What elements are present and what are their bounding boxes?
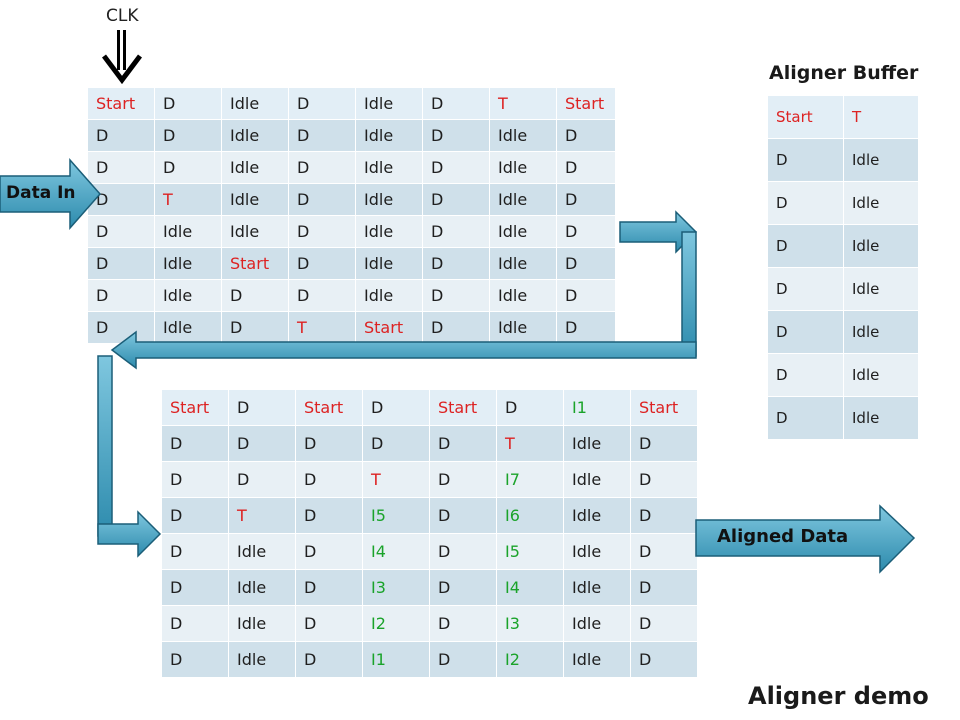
table-cell: Idle <box>356 152 423 184</box>
table-cell: D <box>423 312 490 344</box>
table-cell: Idle <box>490 120 557 152</box>
table-cell: D <box>155 152 222 184</box>
table-cell: D <box>423 152 490 184</box>
table-cell: D <box>430 570 497 606</box>
table-cell: Idle <box>356 280 423 312</box>
table-cell: T <box>844 96 919 139</box>
table-cell: D <box>222 312 289 344</box>
table-cell: D <box>768 139 844 182</box>
table-cell: Idle <box>564 642 631 678</box>
table-cell: D <box>296 642 363 678</box>
table-cell: D <box>423 216 490 248</box>
table-cell: Idle <box>564 462 631 498</box>
table-cell: D <box>296 426 363 462</box>
table-cell: I1 <box>363 642 430 678</box>
clk-label: CLK <box>106 6 139 26</box>
table-cell: Start <box>631 390 698 426</box>
table-cell: D <box>296 462 363 498</box>
table-cell: T <box>363 462 430 498</box>
table-cell: I3 <box>497 606 564 642</box>
table-cell: Idle <box>844 311 919 354</box>
table-cell: D <box>222 280 289 312</box>
table-cell: Start <box>430 390 497 426</box>
table-cell: D <box>289 120 356 152</box>
table-cell: Idle <box>229 642 296 678</box>
table-cell: D <box>229 390 296 426</box>
table-cell: Idle <box>844 397 919 440</box>
table-cell: D <box>296 498 363 534</box>
table-cell: I1 <box>564 390 631 426</box>
table-cell: Idle <box>564 570 631 606</box>
aligner-buffer-title: Aligner Buffer <box>769 62 919 84</box>
table-cell: D <box>423 120 490 152</box>
aligned-data-label: Aligned Data <box>717 526 849 547</box>
table-cell: I3 <box>363 570 430 606</box>
table-cell: I4 <box>363 534 430 570</box>
table-cell: Idle <box>155 280 222 312</box>
table-cell: Idle <box>490 152 557 184</box>
table-cell: Idle <box>564 606 631 642</box>
table-cell: Idle <box>155 312 222 344</box>
table-cell: I6 <box>497 498 564 534</box>
table-cell: Start <box>768 96 844 139</box>
table-cell: D <box>289 216 356 248</box>
table-cell: D <box>631 642 698 678</box>
table-cell: D <box>363 390 430 426</box>
table-cell: I2 <box>497 642 564 678</box>
table-cell: D <box>430 642 497 678</box>
table-cell: D <box>768 354 844 397</box>
table-cell: D <box>423 248 490 280</box>
table-cell: Start <box>88 88 155 120</box>
table-cell: Idle <box>844 225 919 268</box>
table-cell: D <box>430 606 497 642</box>
table-cell: Idle <box>229 606 296 642</box>
table-cell: D <box>88 248 155 280</box>
table-cell: D <box>363 426 430 462</box>
table-cell: D <box>631 570 698 606</box>
table-cell: Idle <box>229 534 296 570</box>
table-cell: Idle <box>564 498 631 534</box>
table-cell: Idle <box>564 426 631 462</box>
table-cell: Start <box>296 390 363 426</box>
table-cell: D <box>289 184 356 216</box>
table-cell: Idle <box>844 354 919 397</box>
table-cell: D <box>88 152 155 184</box>
table-cell: D <box>162 462 229 498</box>
table-cell: D <box>162 426 229 462</box>
table-cell: D <box>631 534 698 570</box>
table-cell: I4 <box>497 570 564 606</box>
table-cell: Idle <box>844 139 919 182</box>
table-cell: D <box>631 498 698 534</box>
table-cell: D <box>423 280 490 312</box>
table-cell: D <box>430 462 497 498</box>
table-cell: D <box>768 311 844 354</box>
table-cell: D <box>162 570 229 606</box>
table-cell: T <box>155 184 222 216</box>
table-cell: D <box>430 426 497 462</box>
aligner-demo-title: Aligner demo <box>748 682 929 710</box>
table-cell: Start <box>222 248 289 280</box>
table-cell: Start <box>162 390 229 426</box>
table-cell: D <box>631 606 698 642</box>
table-cell: D <box>296 570 363 606</box>
table-cell: D <box>768 268 844 311</box>
table-cell: D <box>430 498 497 534</box>
table-cell: I5 <box>497 534 564 570</box>
table-cell: Idle <box>356 248 423 280</box>
table-cell: D <box>162 534 229 570</box>
table-cell: Idle <box>490 312 557 344</box>
table-cell: D <box>631 462 698 498</box>
table-cell: T <box>289 312 356 344</box>
table-cell: D <box>430 534 497 570</box>
table-cell: Idle <box>222 216 289 248</box>
table-cell: Idle <box>155 248 222 280</box>
table-cell: Start <box>557 88 616 120</box>
table-cell: T <box>229 498 296 534</box>
table-cell: D <box>296 606 363 642</box>
table-cell: D <box>423 88 490 120</box>
table-cell: I7 <box>497 462 564 498</box>
table-cell: D <box>88 120 155 152</box>
table-cell: D <box>557 120 616 152</box>
table-cell: Idle <box>155 216 222 248</box>
table-cell: D <box>557 216 616 248</box>
table-cell: D <box>557 312 616 344</box>
table-cell: Idle <box>490 216 557 248</box>
table-cell: Idle <box>356 216 423 248</box>
table-cell: Idle <box>222 120 289 152</box>
left-down-connector-icon <box>98 356 112 536</box>
table-cell: D <box>88 184 155 216</box>
table-cell: D <box>497 390 564 426</box>
table-cell: D <box>768 182 844 225</box>
table-cell: D <box>88 312 155 344</box>
table-cell: D <box>162 606 229 642</box>
table-cell: Idle <box>356 184 423 216</box>
table-cell: D <box>88 216 155 248</box>
table-cell: D <box>289 152 356 184</box>
table-cell: Idle <box>229 570 296 606</box>
table-cell: I2 <box>363 606 430 642</box>
table-cell: T <box>490 88 557 120</box>
table-cell: Idle <box>490 280 557 312</box>
table-cell: D <box>88 280 155 312</box>
table-cell: D <box>423 184 490 216</box>
table-cell: D <box>631 426 698 462</box>
table-cell: Idle <box>490 248 557 280</box>
table-cell: Idle <box>222 152 289 184</box>
table-cell: D <box>557 280 616 312</box>
data-in-label: Data In <box>6 183 76 203</box>
table-cell: Idle <box>844 182 919 225</box>
table-cell: Idle <box>222 88 289 120</box>
table-cell: D <box>229 426 296 462</box>
table-cell: Idle <box>356 120 423 152</box>
table-cell: Idle <box>356 88 423 120</box>
table-cell: D <box>289 280 356 312</box>
down-connector-icon <box>682 232 696 356</box>
table-cell: D <box>768 225 844 268</box>
table-cell: D <box>557 152 616 184</box>
table-cell: D <box>155 120 222 152</box>
table-cell: Idle <box>844 268 919 311</box>
table-cell: D <box>162 642 229 678</box>
table-cell: Idle <box>564 534 631 570</box>
table-cell: Idle <box>222 184 289 216</box>
table-cell: D <box>296 534 363 570</box>
table-cell: D <box>768 397 844 440</box>
table-cell: D <box>289 88 356 120</box>
table-cell: D <box>557 248 616 280</box>
table-cell: D <box>229 462 296 498</box>
table-cell: Start <box>356 312 423 344</box>
table-cell: I5 <box>363 498 430 534</box>
table-cell: D <box>162 498 229 534</box>
left-arrow-icon <box>112 332 696 368</box>
table-cell: D <box>155 88 222 120</box>
table-cell: Idle <box>490 184 557 216</box>
table-cell: D <box>289 248 356 280</box>
table-cell: D <box>557 184 616 216</box>
table-cell: T <box>497 426 564 462</box>
